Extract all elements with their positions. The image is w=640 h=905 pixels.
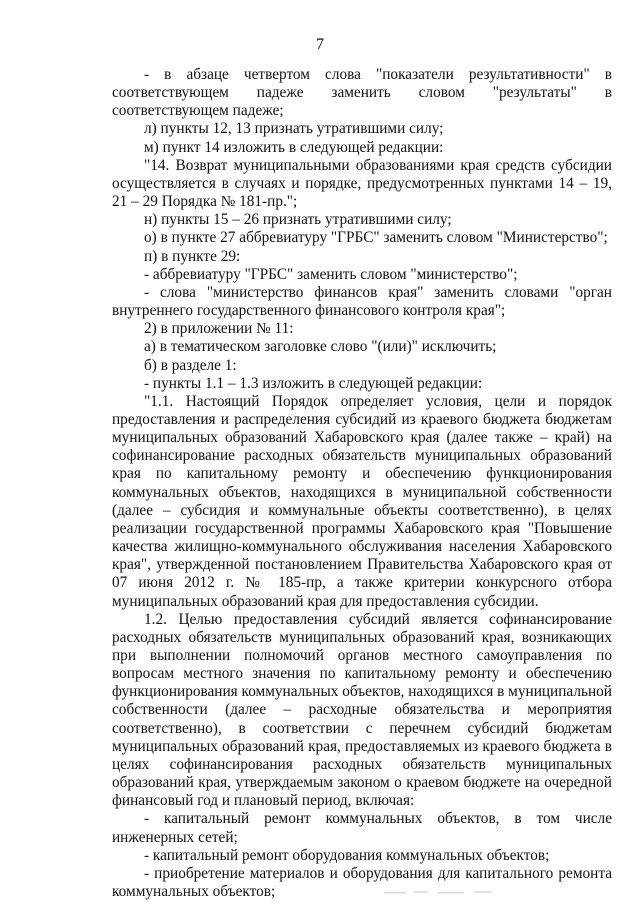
paragraph-9: - слова "министерство финансов края" заменить словами "орган внутреннего государственного финансового контроля края"; bbox=[112, 283, 612, 320]
paragraph-18: - приобретение материалов и оборудования для капитального ремонта коммунальных объектов; bbox=[112, 864, 612, 901]
paragraph-14: "1.1. Настоящий Порядок определяет условия, цели и порядок предоставления и распределения субсидий из краевого бюджета бюджетам муниципальных образований Хабаровского края (далее также – край) на софинансирование расходных обязательств муниципальных образований края по капитальному ремонту и обеспечению функционирования коммунальных объектов, находящихся в муниципальной собственности (далее – субсидия и коммунальные объекты соответственно), в целях реализации государственной программы Хабаровского края "Повышение качества жилищно-коммунального обслуживания населения Хабаровского края", утвержденной постановлением Правительства Хабаровского края от 07 июня 2012 г. № 185-пр, а также критерии конкурсного отбора муниципальных образований края для предоставления субсидии. bbox=[112, 392, 612, 610]
paragraph-13: - пункты 1.1 – 1.3 изложить в следующей редакции: bbox=[144, 374, 483, 392]
paragraph-10: 2) в приложении № 11: bbox=[144, 320, 294, 338]
paragraph-5: н) пункты 15 – 26 признать утратившими силу; bbox=[144, 211, 452, 229]
paragraph-2: л) пункты 12, 13 признать утратившими силу; bbox=[144, 120, 444, 138]
paragraph-6: о) в пункте 27 аббревиатуру "ГРБС" заменить словом "Министерство"; bbox=[144, 229, 608, 247]
paragraph-17: - капитальный ремонт оборудования коммунальных объектов; bbox=[144, 846, 550, 864]
paragraph-1: - в абзаце четвертом слова "показатели результативности" в соответствующем падеже заменить словом "результаты" в соответствующем падеже; bbox=[112, 66, 612, 120]
page-number: 7 bbox=[316, 36, 324, 53]
paragraph-16: - капитальный ремонт коммунальных объектов, в том числе инженерных сетей; bbox=[112, 810, 612, 846]
paragraph-15: 1.2. Целью предоставления субсидий является софинансирование расходных обязательств муниципальных образований края, возникающих при выполнении полномочий органов местного самоуправления по вопросам местного значения по капитальному ремонту и обеспечению функционирования коммунальных объектов, находящихся в муниципальной собственности (далее – расходные обязательства и мероприятия соответственно), в соответствии с перечнем субсидий бюджетам муниципальных образований края, предоставляемых из краевого бюджета в целях софинансирования расходных обязательств муниципальных образований края, утверждаемым законом о краевом бюджете на очередной финансовый год и плановый период, включая: bbox=[112, 610, 612, 810]
paragraph-3: м) пункт 14 изложить в следующей редакции: bbox=[144, 138, 444, 156]
paragraph-12: б) в разделе 1: bbox=[144, 356, 237, 374]
paragraph-4: "14. Возврат муниципальными образованиями края средств субсидии осуществляется в случаях и порядке, предусмотренных пунктами 14 – 19, 21 – 29 Порядка № 181-пр."; bbox=[112, 156, 612, 211]
paragraph-8: - аббревиатуру "ГРБС" заменить словом "министерство"; bbox=[144, 265, 518, 283]
scan-artifact-mark bbox=[384, 888, 504, 898]
document-body bbox=[112, 66, 612, 901]
paragraph-11: а) в тематическом заголовке слово "(или)" исключить; bbox=[144, 338, 497, 356]
paragraph-7: п) в пункте 29: bbox=[144, 247, 241, 265]
